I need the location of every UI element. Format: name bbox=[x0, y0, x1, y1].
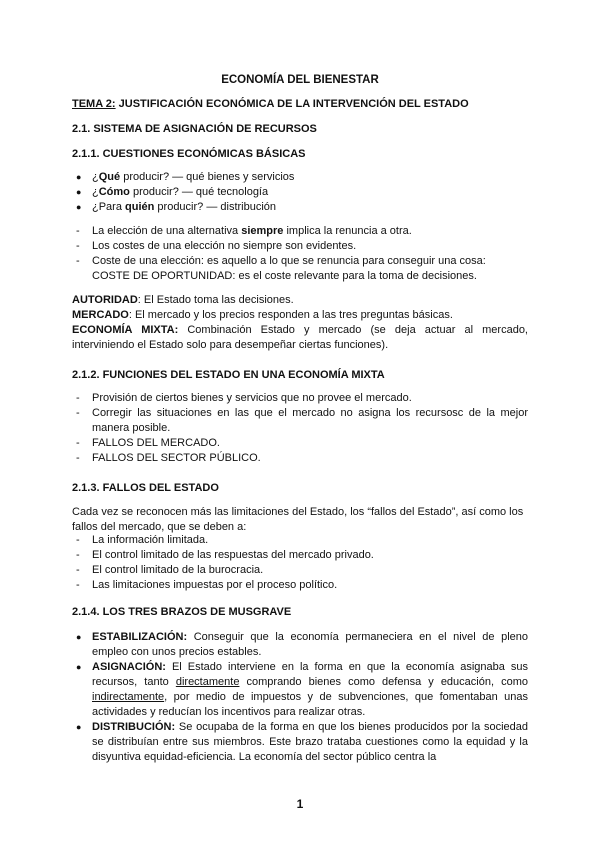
tema-text: JUSTIFICACIÓN ECONÓMICA DE LA INTERVENCIÓN DEL ESTADO bbox=[115, 98, 469, 110]
section-2-1-4-heading: 2.1.4. LOS TRES BRAZOS DE MUSGRAVE bbox=[72, 606, 292, 618]
list-item: ● ¿Para quién producir? — distribución bbox=[76, 201, 277, 213]
musgrave-arms-list bbox=[72, 630, 528, 765]
section-2-1-2-heading: 2.1.2. FUNCIONES DEL ESTADO EN UNA ECONOMÍA MIXTA bbox=[72, 369, 385, 381]
choice-notes-list bbox=[72, 224, 528, 284]
list-item: - FALLOS DEL MERCADO. bbox=[76, 437, 220, 449]
autoridad-line: AUTORIDAD: El Estado toma las decisiones. bbox=[72, 294, 294, 306]
list-item: - Las limitaciones impuestas por el proceso político. bbox=[76, 579, 338, 591]
state-functions-list bbox=[72, 391, 528, 466]
mercado-line: MERCADO: El mercado y los precios responden a las tres preguntas básicas. bbox=[72, 309, 453, 321]
list-item: - Coste de una elección: es aquello a lo que se renuncia para conseguir una cosa: COSTE DE OPORTUNIDAD: es el coste relevante para la toma de decisiones. bbox=[76, 255, 486, 282]
list-item: ● ASIGNACIÓN: El Estado interviene en la forma en que la economía asignaba sus recursos, tanto directamente comprando bienes como defensa y educación, como indirectamente, por medio de impuestos y de subvenciones, que fomentaban unas actividades y reducían los incentivos para realizar otras. bbox=[76, 661, 528, 718]
list-item: ● ¿Qué producir? — qué bienes y servicios bbox=[76, 171, 295, 183]
list-item: - La elección de una alternativa siempre implica la renuncia a otra. bbox=[76, 225, 412, 237]
section-2-1-1-heading: 2.1.1. CUESTIONES ECONÓMICAS BÁSICAS bbox=[72, 148, 306, 160]
document-title: ECONOMÍA DEL BIENESTAR bbox=[221, 74, 379, 86]
list-item: - Los costes de una elección no siempre son evidentes. bbox=[76, 240, 357, 252]
list-item: - La información limitada. bbox=[76, 534, 209, 546]
tema-heading bbox=[72, 97, 528, 112]
economia-mixta-line: ECONOMÍA MIXTA: Combinación Estado y mercado (se deja actuar al mercado, interviniendo el Estado solo para desempeñar ciertas funciones). bbox=[72, 324, 528, 351]
state-failures-list bbox=[72, 533, 528, 593]
page-number: 1 bbox=[296, 797, 304, 811]
basic-questions-list bbox=[72, 170, 528, 215]
bullet-icon: ● bbox=[76, 662, 82, 672]
bullet-icon: ● bbox=[76, 632, 82, 642]
section-2-1-3-heading: 2.1.3. FALLOS DEL ESTADO bbox=[72, 482, 219, 494]
list-item: ● ¿Cómo producir? — qué tecnología bbox=[76, 186, 269, 198]
bullet-icon: ● bbox=[76, 187, 82, 197]
tema-label: TEMA 2: bbox=[72, 98, 116, 110]
list-item: ● DISTRIBUCIÓN: Se ocupaba de la forma en que los bienes producidos por la sociedad se distribuían entre sus miembros. Este brazo trataba cuestiones como la equidad y la disyuntiva equidad-eficiencia. La economía del sector público centra la bbox=[76, 721, 528, 763]
bullet-icon: ● bbox=[76, 722, 82, 732]
fallos-intro: Cada vez se reconocen más las limitaciones del Estado, los “fallos del Estado”, así como los fallos del mercado, que se deben a: bbox=[72, 506, 524, 533]
list-item: - El control limitado de la burocracia. bbox=[76, 564, 264, 576]
list-item: - Provisión de ciertos bienes y servicios que no provee el mercado. bbox=[76, 392, 412, 404]
list-item: - El control limitado de las respuestas del mercado privado. bbox=[76, 549, 374, 561]
list-item: ● ESTABILIZACIÓN: Conseguir que la economía permaneciera en el nivel de pleno empleo con unos precios estables. bbox=[76, 631, 528, 658]
bullet-icon: ● bbox=[76, 202, 82, 212]
section-2-1-heading: 2.1. SISTEMA DE ASIGNACIÓN DE RECURSOS bbox=[72, 123, 317, 135]
list-item: - Corregir las situaciones en las que el mercado no asigna los recursosc de la mejor manera posible. bbox=[76, 407, 528, 434]
bullet-icon: ● bbox=[76, 172, 82, 182]
list-item: - FALLOS DEL SECTOR PÚBLICO. bbox=[76, 452, 261, 464]
